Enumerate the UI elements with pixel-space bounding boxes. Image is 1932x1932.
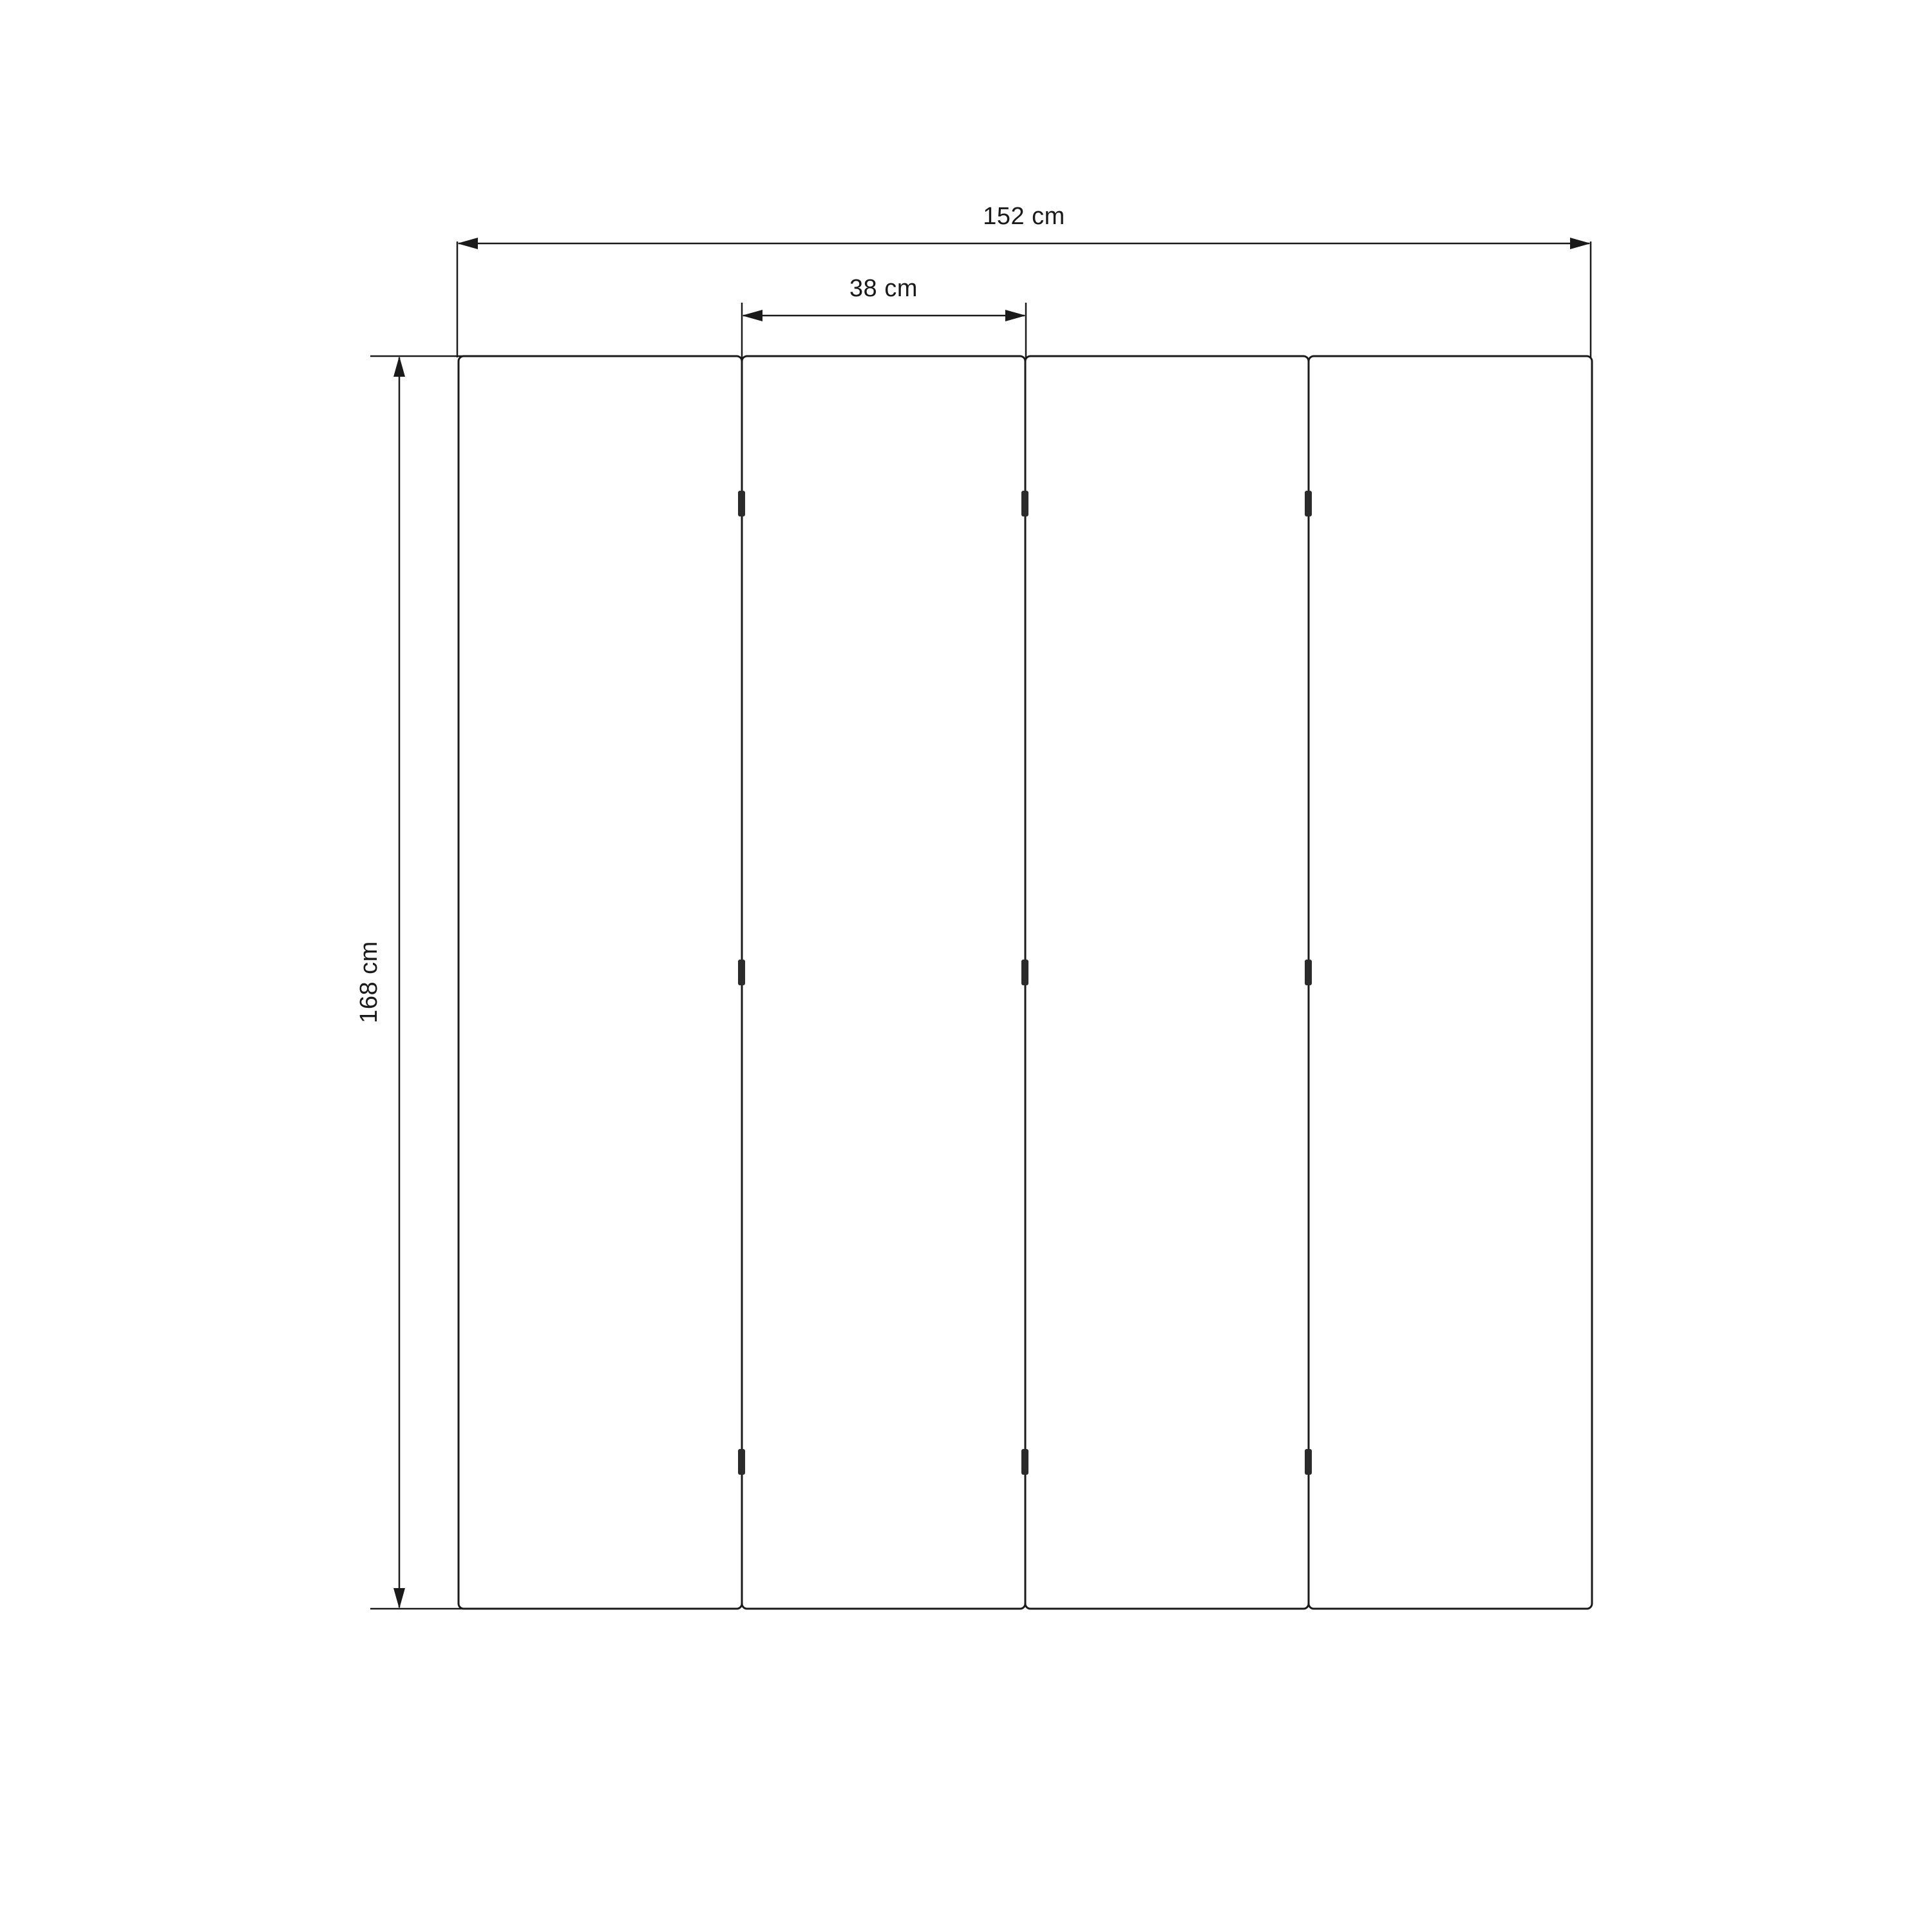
panel-4[interactable] [1309, 356, 1592, 1609]
panel-3[interactable] [1025, 356, 1309, 1609]
hinge-mid-2 [1021, 960, 1028, 985]
panel-1[interactable] [459, 356, 742, 1609]
panel-width-dimension [742, 275, 1026, 361]
arrowhead-right [1570, 238, 1591, 249]
panel-width-label: 38 cm [849, 275, 918, 302]
hinge-top-3 [1305, 491, 1312, 516]
height-label: 168 cm [355, 941, 383, 1023]
hinge-bottom-2 [1021, 1449, 1028, 1475]
hinge-mid-1 [738, 960, 745, 985]
total-width-label: 152 cm [983, 203, 1065, 230]
arrowhead-left [457, 238, 478, 249]
hinge-top-1 [738, 491, 745, 516]
height-dimension [355, 356, 462, 1609]
hinge-bottom-1 [738, 1449, 745, 1475]
arrowhead-panel-right [1005, 310, 1026, 321]
arrowhead-panel-left [742, 310, 762, 321]
hinge-mid-3 [1305, 960, 1312, 985]
arrowhead-top [393, 356, 405, 377]
panel-2[interactable] [742, 356, 1025, 1609]
hinge-bottom-3 [1305, 1449, 1312, 1475]
arrowhead-bottom [393, 1588, 405, 1609]
hinge-top-2 [1021, 491, 1028, 516]
total-width-dimension [457, 203, 1591, 357]
